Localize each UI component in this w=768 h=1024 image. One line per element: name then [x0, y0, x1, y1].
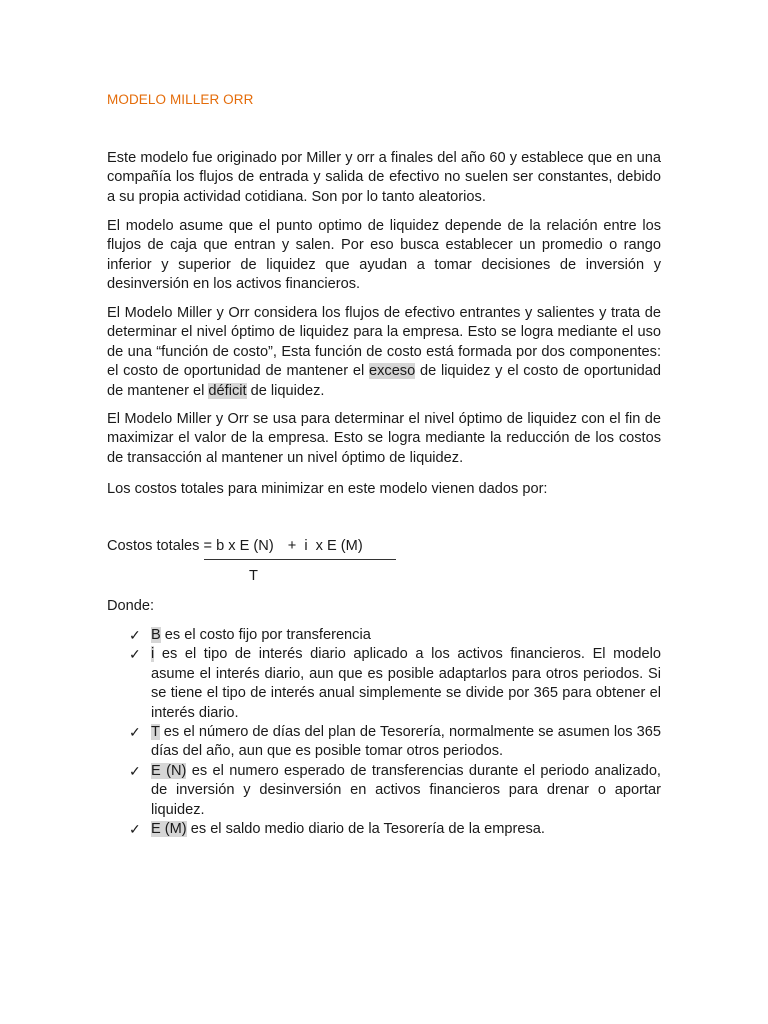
check-icon: ✓ — [129, 821, 141, 838]
text-segment: de liquidez y el costo de oportunidad de mantener el — [107, 363, 661, 399]
highlight-exceso: exceso — [368, 363, 416, 380]
term-highlight: i — [151, 646, 155, 663]
check-icon: ✓ — [129, 724, 141, 741]
paragraph-assumption: El modelo asume que el punto optimo de liquidez depende de la relación entre los flujos de caja que entran y salen. Por eso busca establecer un promedio o rango inferior y superior de liquidez que ayudan a tomar decisiones de inversión y desinversión en los activos financieros. — [107, 218, 661, 293]
fraction-bar — [204, 559, 396, 560]
term-highlight: E (M) — [151, 821, 187, 838]
formula — [107, 538, 363, 554]
list-item — [107, 645, 661, 723]
check-icon: ✓ — [129, 646, 141, 663]
list-item — [107, 626, 661, 645]
formula-plus-term: + i x E (M) — [287, 538, 363, 554]
formula-numerator: Costos totales = b x E (N) — [107, 538, 274, 554]
paragraph-cost-function — [107, 304, 661, 401]
paragraph-total-costs-intro: Los costos totales para minimizar en este modelo vienen dados por: — [107, 481, 548, 497]
definitions-list — [107, 626, 661, 839]
donde-label: Donde: — [107, 598, 155, 614]
term-definition: es el numero esperado de transferencias durante el periodo analizado, de inversión y desinversión en activos financieros para drenar o aportar liquidez. — [151, 762, 661, 818]
list-item — [107, 762, 661, 820]
list-item — [107, 723, 661, 762]
term-definition: es el costo fijo por transferencia — [160, 627, 371, 643]
paragraph-intro: Este modelo fue originado por Miller y orr a finales del año 60 y establece que en una compañía los flujos de entrada y salida de efectivo no suelen ser constantes, debido a su propia actividad cotidiana. Son por lo tanto aleatorios. — [107, 150, 661, 205]
formula-denominator: T — [249, 568, 258, 584]
term-definition: es el tipo de interés diario aplicado a los activos financieros. El modelo asume el interés diario, aun que es posible adaptarlos para otros periodos. Si se tiene el tipo de interés anual simplemente se divide por 365 para obtener el interés diario. — [151, 646, 661, 721]
term-highlight: T — [151, 724, 160, 741]
list-item — [107, 820, 661, 839]
term-definition: es el saldo medio diario de la Tesorería de la empresa. — [186, 821, 545, 838]
term-definition: es el número de días del plan de Tesorería, normalmente se asumen los 365 días del año, aun que es posible tomar otros periodos. — [151, 724, 661, 760]
text-segment: de liquidez. — [246, 382, 325, 399]
term-highlight: B — [151, 627, 161, 643]
document-title: MODELO MILLER ORR — [107, 92, 254, 107]
paragraph-purpose: El Modelo Miller y Orr se usa para determinar el nivel óptimo de liquidez con el fin de maximizar el valor de la empresa. Esto se logra mediante la reducción de los costos de transacción al mantener un nivel óptimo de liquidez. — [107, 411, 661, 466]
check-icon: ✓ — [129, 762, 141, 779]
text-segment: El Modelo Miller y Orr considera los flujos de efectivo entrantes y salientes y trata de determinar el nivel óptimo de liquidez para la empresa. Esto se logra mediante el uso de una “función de costo”, Esta función de costo está formada por dos componentes: el costo de oportunidad de mantener el — [107, 305, 661, 380]
highlight-deficit: déficit — [208, 382, 247, 399]
check-icon: ✓ — [129, 627, 141, 643]
term-highlight: E (N) — [151, 762, 187, 779]
